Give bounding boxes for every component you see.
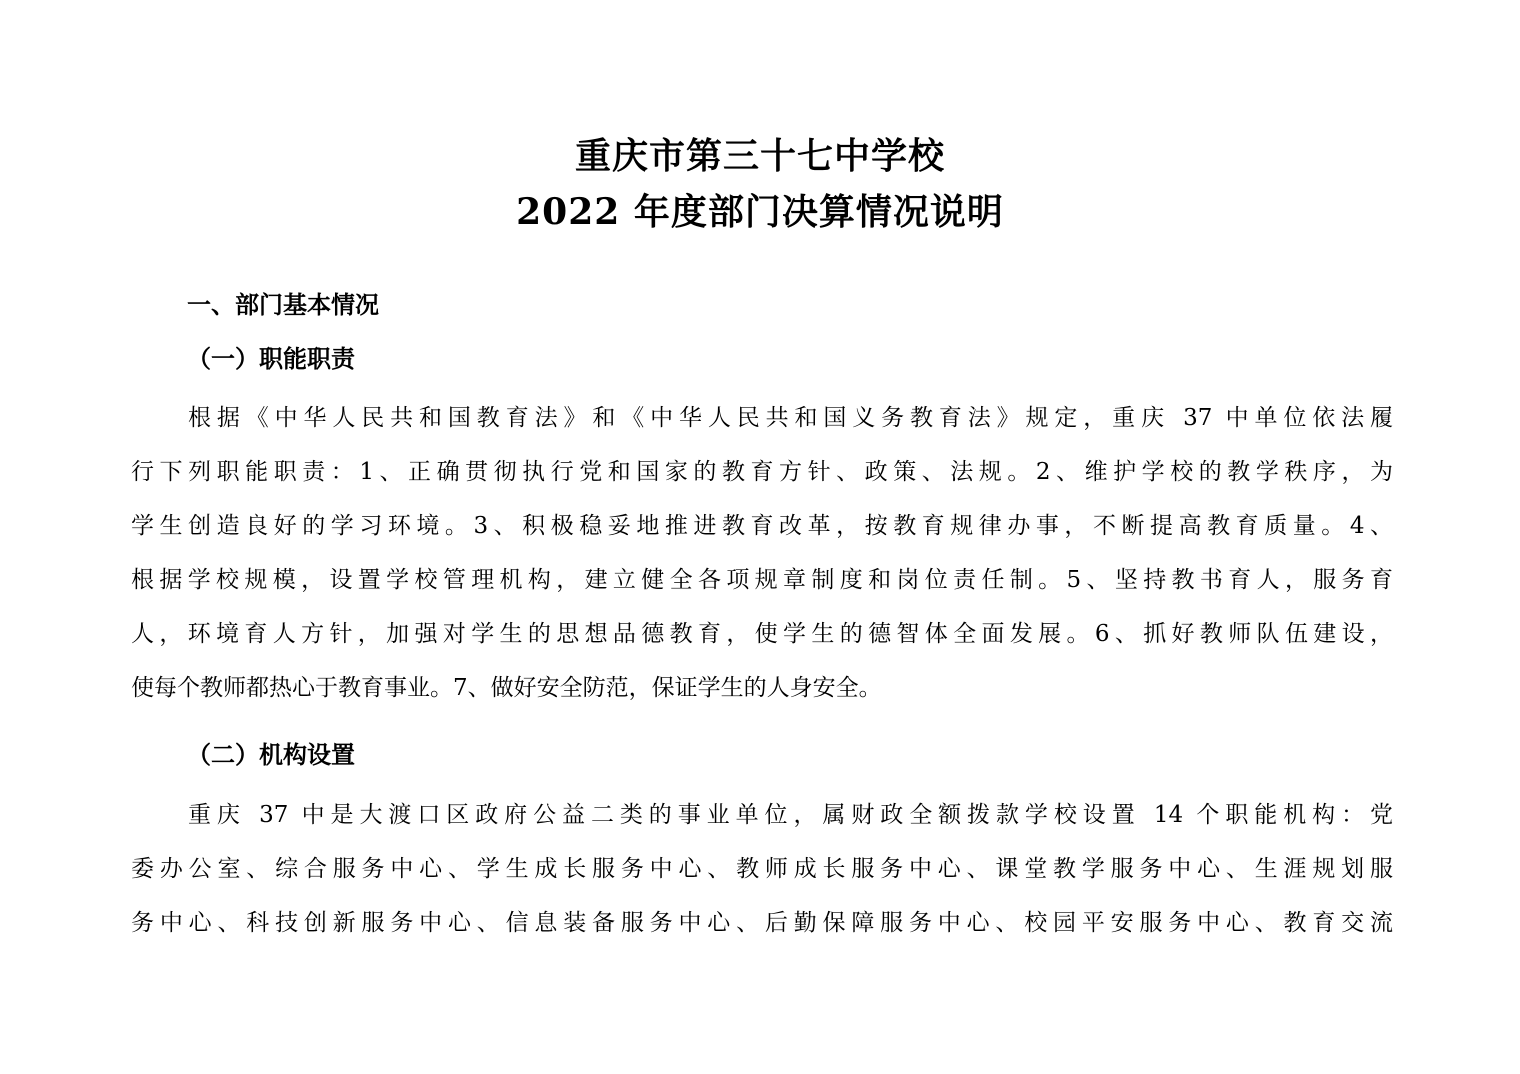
document-title-line1: 重庆市第三十七中学校 xyxy=(574,135,945,177)
paragraph-line: 委办公室、综合服务中心、学生成长服务中心、教师成长服务中心、课堂教学服务中心、生涯规划服 xyxy=(131,856,1393,882)
paragraph-line: 人，环境育人方针，加强对学生的思想品德教育，使学生的德智体全面发展。6、抓好教师队伍建设， xyxy=(131,621,1393,647)
paragraph-line: 务中心、科技创新服务中心、信息装备服务中心、后勤保障服务中心、校园平安服务中心、教育交流 xyxy=(131,910,1393,936)
paragraph-line: 根据《中华人民共和国教育法》和《中华人民共和国义务教育法》规定，重庆 37 中单位依法履 xyxy=(188,405,1393,431)
paragraph-organization xyxy=(131,788,1393,950)
document-title-line2: 2022 年度部门决算情况说明 xyxy=(516,191,1004,233)
paragraph-line: 重庆 37 中是大渡口区政府公益二类的事业单位，属财政全额拨款学校设置 14 个职能机构：党 xyxy=(188,802,1393,828)
paragraph-line: 行下列职能职责：1、正确贯彻执行党和国家的教育方针、政策、法规。2、维护学校的教学秩序，为 xyxy=(131,459,1393,485)
paragraph-functions xyxy=(131,391,1393,715)
section-heading-basic-info: 一、部门基本情况 xyxy=(187,290,379,319)
paragraph-line: 根据学校规模，设置学校管理机构，建立健全各项规章制度和岗位责任制。5、坚持教书育人，服务育 xyxy=(131,567,1393,593)
paragraph-line: 使每个教师都热心于教育事业。7、做好安全防范，保证学生的人身安全。 xyxy=(131,675,882,701)
subsection-heading-organization: （二）机构设置 xyxy=(187,740,355,769)
paragraph-line: 学生创造良好的学习环境。3、积极稳妥地推进教育改革，按教育规律办事，不断提高教育质量。4、 xyxy=(131,513,1393,539)
subsection-heading-functions: （一）职能职责 xyxy=(187,344,355,373)
